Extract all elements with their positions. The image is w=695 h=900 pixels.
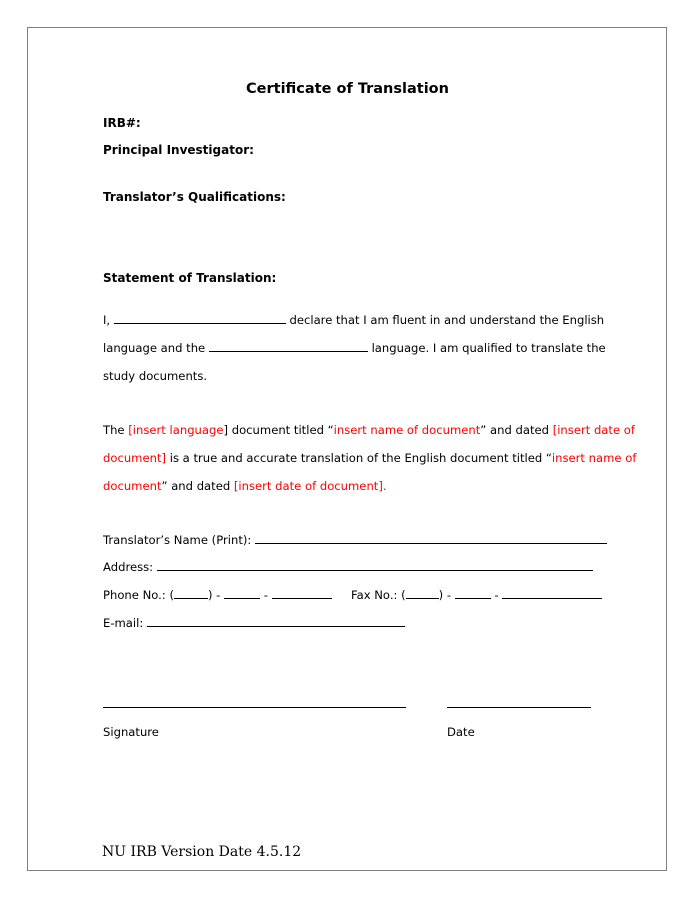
language-blank[interactable]: [209, 341, 368, 352]
email-label: E-mail:: [103, 616, 144, 630]
translator-name-print-field[interactable]: [255, 533, 607, 544]
fax-area-code-field[interactable]: [406, 588, 439, 599]
phone-line-number-field[interactable]: [272, 588, 332, 599]
translation-line-3: [103, 479, 387, 493]
date-line[interactable]: [447, 707, 591, 708]
translation-true-accurate: is a true and accurate translation of the English document titled “: [169, 451, 552, 465]
placeholder-insert-language: [insert language: [128, 423, 224, 437]
fax-line-number-field[interactable]: [502, 588, 602, 599]
declaration-line-3: study documents.: [103, 369, 208, 383]
placeholder-insert-english-document-name-part1: insert name of: [551, 451, 637, 465]
phone-prefix-field[interactable]: [224, 588, 260, 599]
translator-name-blank[interactable]: [114, 313, 286, 324]
phone-label: Phone No.: (: [103, 588, 174, 602]
phone-separator-1: ) -: [207, 588, 221, 602]
declaration-i: I,: [103, 313, 111, 327]
translation-line-1: [103, 423, 635, 437]
declaration-language-text: language and the: [103, 341, 206, 355]
email-field[interactable]: [147, 616, 405, 627]
declaration-qualified-text: language. I am qualified to translate the: [371, 341, 606, 355]
translation-the: The: [103, 423, 125, 437]
statement-of-translation-label: Statement of Translation:: [103, 271, 277, 285]
date-label: Date: [447, 725, 475, 739]
phone-area-code-field[interactable]: [174, 588, 208, 599]
irb-label: IRB#:: [103, 116, 141, 130]
translator-name-label: Translator’s Name (Print):: [103, 533, 252, 547]
declaration-fluent-text: declare that I am fluent in and understand the English: [289, 313, 605, 327]
signature-line[interactable]: [103, 707, 406, 708]
address-field[interactable]: [157, 560, 593, 571]
translator-qualifications-label: Translator’s Qualifications:: [103, 190, 286, 204]
translation-document-titled: ] document titled “: [223, 423, 334, 437]
address-label: Address:: [103, 560, 154, 574]
translation-line-2: [103, 451, 637, 465]
placeholder-insert-english-document-name-part2: document: [103, 479, 162, 493]
signature-label: Signature: [103, 725, 159, 739]
fax-separator-2: -: [494, 588, 499, 602]
placeholder-insert-document-name: insert name of document: [333, 423, 481, 437]
translator-name-row: [103, 533, 607, 547]
footer-version-date: NU IRB Version Date 4.5.12: [102, 844, 302, 860]
address-row: [103, 560, 593, 574]
fax-separator-1: ) -: [438, 588, 452, 602]
declaration-line-1: [103, 313, 605, 327]
phone-fax-row: [103, 588, 602, 602]
translation-and-dated: ” and dated: [480, 423, 549, 437]
phone-separator-2: -: [263, 588, 268, 602]
placeholder-insert-date-part2: document]: [103, 451, 167, 465]
document-title: Certificate of Translation: [246, 81, 449, 97]
email-row: [103, 616, 405, 630]
translation-and-dated-2: ” and dated: [161, 479, 231, 493]
fax-label: Fax No.: (: [351, 588, 406, 602]
placeholder-insert-date-part1: [insert date of: [552, 423, 635, 437]
declaration-line-2: [103, 341, 606, 355]
principal-investigator-label: Principal Investigator:: [103, 143, 254, 157]
placeholder-insert-date-of-document: [insert date of document].: [233, 479, 387, 493]
fax-prefix-field[interactable]: [455, 588, 491, 599]
